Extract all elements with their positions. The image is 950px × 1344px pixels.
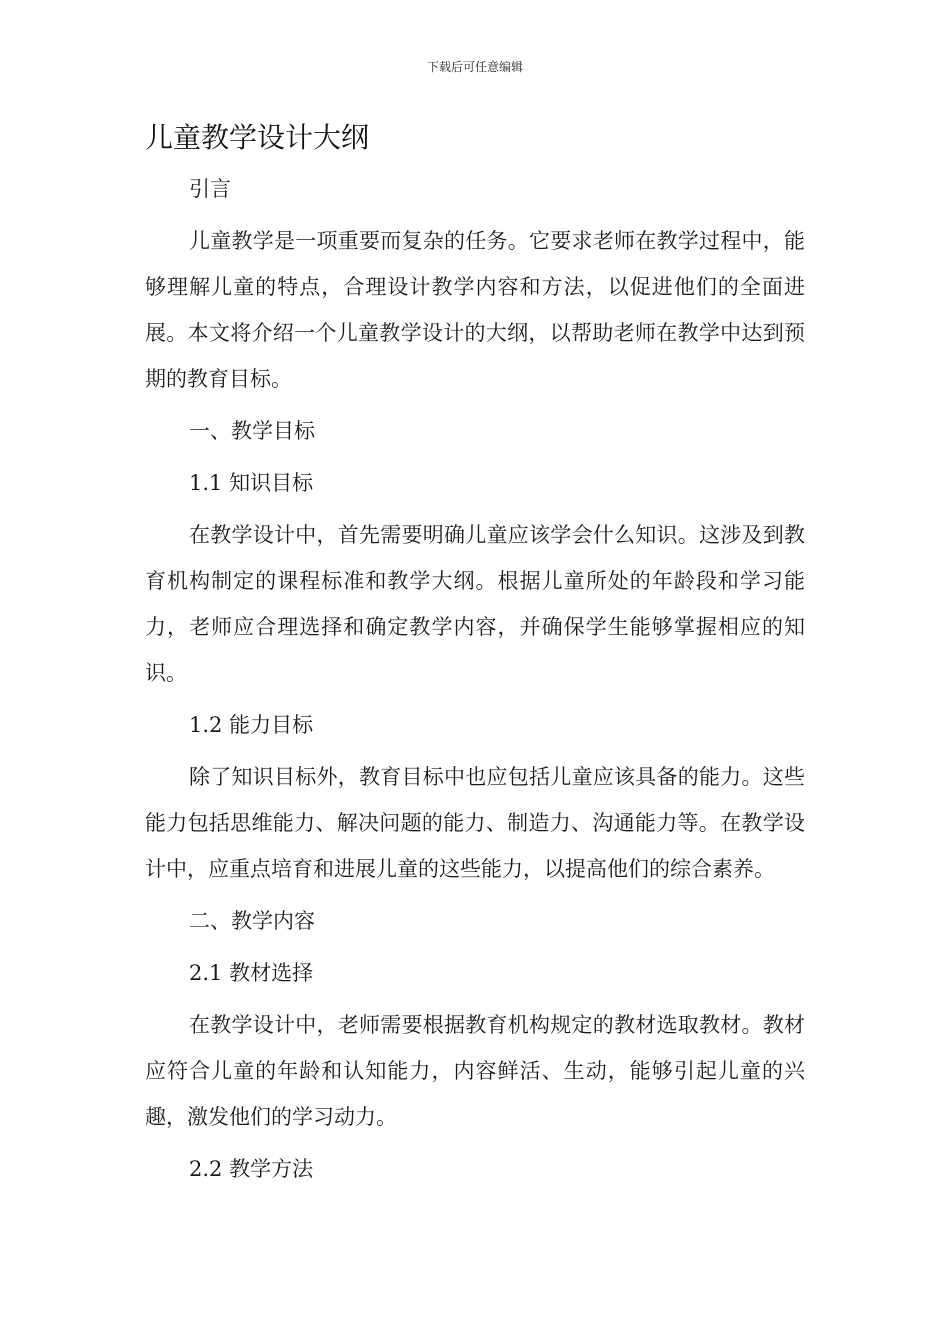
- section-1-heading: 一、教学目标: [189, 419, 315, 443]
- section-2-1-heading: 2.1 教材选择: [189, 961, 314, 985]
- intro-heading: 引言: [189, 177, 231, 201]
- header-note: 下载后可任意编辑: [426, 60, 523, 74]
- section-1-2-heading: 1.2 能力目标: [189, 713, 314, 737]
- document-title: 儿童教学设计大纲: [145, 121, 370, 154]
- document-body: [145, 166, 805, 1198]
- section-2-heading: 二、教学内容: [189, 909, 315, 933]
- section-2-1-paragraph: 在教学设计中，老师需要根据教育机构规定的教材选取教材。教材应符合儿童的年龄和认知能力，内容鲜活、生动，能够引起儿童的兴趣，激发他们的学习动力。: [145, 1013, 805, 1129]
- section-2-2-heading: 2.2 教学方法: [189, 1157, 314, 1181]
- section-1-1-paragraph: 在教学设计中，首先需要明确儿童应该学会什么知识。这涉及到教育机构制定的课程标准和教学大纲。根据儿童所处的年龄段和学习能力，老师应合理选择和确定教学内容，并确保学生能够掌握相应的知识。: [145, 523, 805, 685]
- intro-paragraph: 儿童教学是一项重要而复杂的任务。它要求老师在教学过程中，能够理解儿童的特点，合理设计教学内容和方法，以促进他们的全面进展。本文将介绍一个儿童教学设计的大纲，以帮助老师在教学中达到预期的教育目标。: [145, 229, 805, 391]
- section-1-1-heading: 1.1 知识目标: [189, 471, 314, 495]
- section-1-2-paragraph: 除了知识目标外，教育目标中也应包括儿童应该具备的能力。这些能力包括思维能力、解决问题的能力、制造力、沟通能力等。在教学设计中，应重点培育和进展儿童的这些能力，以提高他们的综合素养。: [145, 765, 805, 881]
